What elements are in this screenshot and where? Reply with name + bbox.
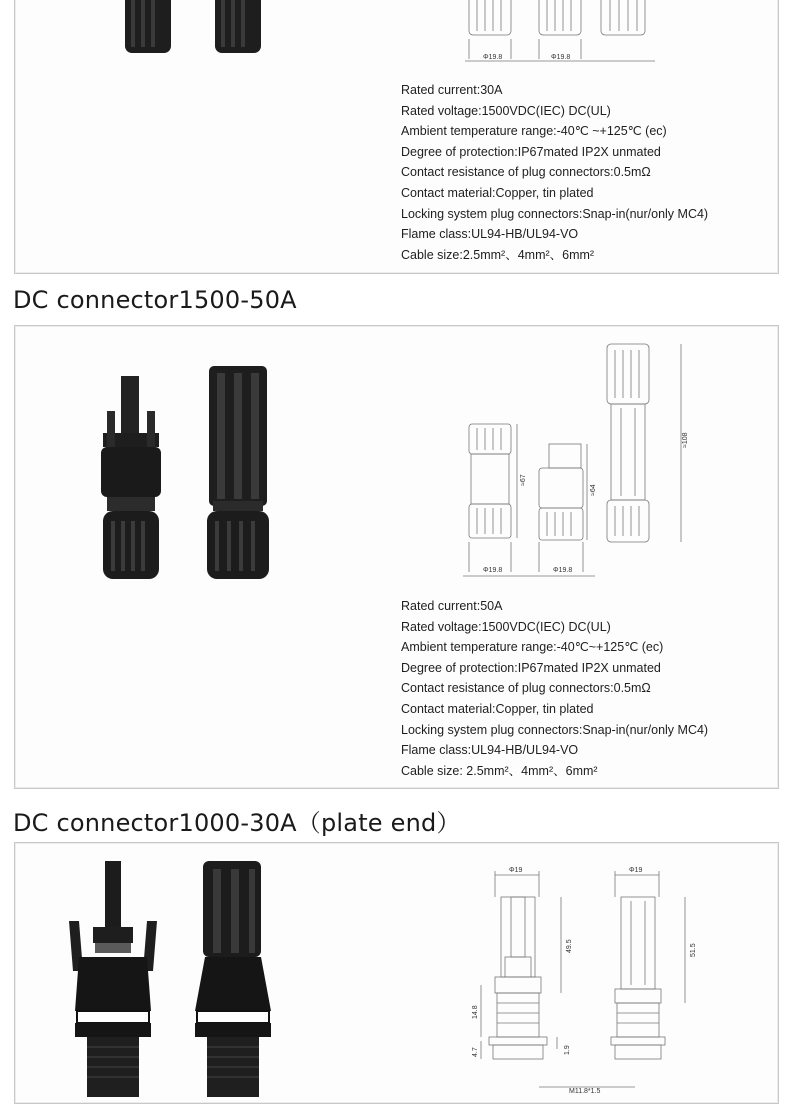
spec-temperature: Ambient temperature range:-40℃~+125℃ (ec) bbox=[401, 640, 664, 655]
spec-contact-material: Contact material:Copper, tin plated bbox=[401, 701, 594, 716]
connector-photo-plate-end bbox=[65, 861, 285, 1104]
diameter-label: Φ19.8 bbox=[551, 54, 571, 61]
connector-photo-30a bbox=[115, 0, 315, 71]
diameter-label: Φ19 bbox=[629, 867, 643, 874]
height-label: 1.9 bbox=[564, 1045, 571, 1055]
spec-rated-current: Rated current:30A bbox=[401, 83, 503, 97]
height-label: ≈64 bbox=[590, 484, 597, 496]
height-label: 49.5 bbox=[566, 939, 573, 953]
height-label: ≈67 bbox=[520, 474, 527, 486]
technical-drawing-50a bbox=[455, 336, 715, 586]
spec-temperature: Ambient temperature range:-40℃ ~+125℃ (ec) bbox=[401, 124, 667, 139]
section-title-50a: DC connector1500-50A bbox=[13, 286, 297, 314]
technical-drawing-plate-end bbox=[455, 861, 715, 1104]
spec-locking-system: Locking system plug connectors:Snap-in(nur/only MC4) bbox=[401, 722, 709, 737]
product-panel-30a bbox=[14, 0, 779, 274]
diameter-label: Φ19.8 bbox=[483, 567, 503, 574]
spec-locking-system: Locking system plug connectors:Snap-in(nur/only MC4) bbox=[401, 206, 709, 221]
spec-list-30a bbox=[401, 80, 708, 265]
height-label: 4.7 bbox=[472, 1047, 479, 1057]
spec-rated-current: Rated current:50A bbox=[401, 599, 503, 613]
height-label: 51.5 bbox=[690, 943, 697, 957]
spec-cable-size: Cable size: 2.5mm²、4mm²、6mm² bbox=[401, 763, 598, 778]
spec-flame-class: Flame class:UL94-HB/UL94-VO bbox=[401, 227, 579, 242]
spec-flame-class: Flame class:UL94-HB/UL94-VO bbox=[401, 743, 579, 758]
diameter-label: Φ19.8 bbox=[483, 54, 503, 61]
spec-contact-material: Contact material:Copper, tin plated bbox=[401, 185, 594, 200]
diameter-label: Φ19 bbox=[509, 867, 523, 874]
spec-contact-resistance: Contact resistance of plug connectors:0.5mΩ bbox=[401, 681, 651, 696]
spec-list-50a bbox=[401, 596, 708, 781]
spec-rated-voltage: Rated voltage:1500VDC(IEC) DC(UL) bbox=[401, 103, 611, 118]
height-label: ≈108 bbox=[682, 432, 689, 448]
height-label: 14.8 bbox=[472, 1005, 479, 1019]
product-panel-1000-30a bbox=[14, 842, 779, 1104]
spec-protection: Degree of protection:IP67mated IP2X unmated bbox=[401, 660, 661, 675]
spec-contact-resistance: Contact resistance of plug connectors:0.5mΩ bbox=[401, 165, 651, 180]
product-panel-50a bbox=[14, 325, 779, 789]
technical-drawing-30a bbox=[455, 0, 675, 71]
spec-protection: Degree of protection:IP67mated IP2X unmated bbox=[401, 144, 661, 159]
thread-label: M11.8*1.5 bbox=[569, 1088, 601, 1095]
section-title-1000-30a: DC connector1000-30A（plate end） bbox=[13, 809, 461, 837]
connector-photo-50a bbox=[95, 361, 295, 601]
spec-cable-size: Cable size:2.5mm²、4mm²、6mm² bbox=[401, 247, 595, 262]
spec-rated-voltage: Rated voltage:1500VDC(IEC) DC(UL) bbox=[401, 619, 611, 634]
diameter-label: Φ19.8 bbox=[553, 567, 573, 574]
